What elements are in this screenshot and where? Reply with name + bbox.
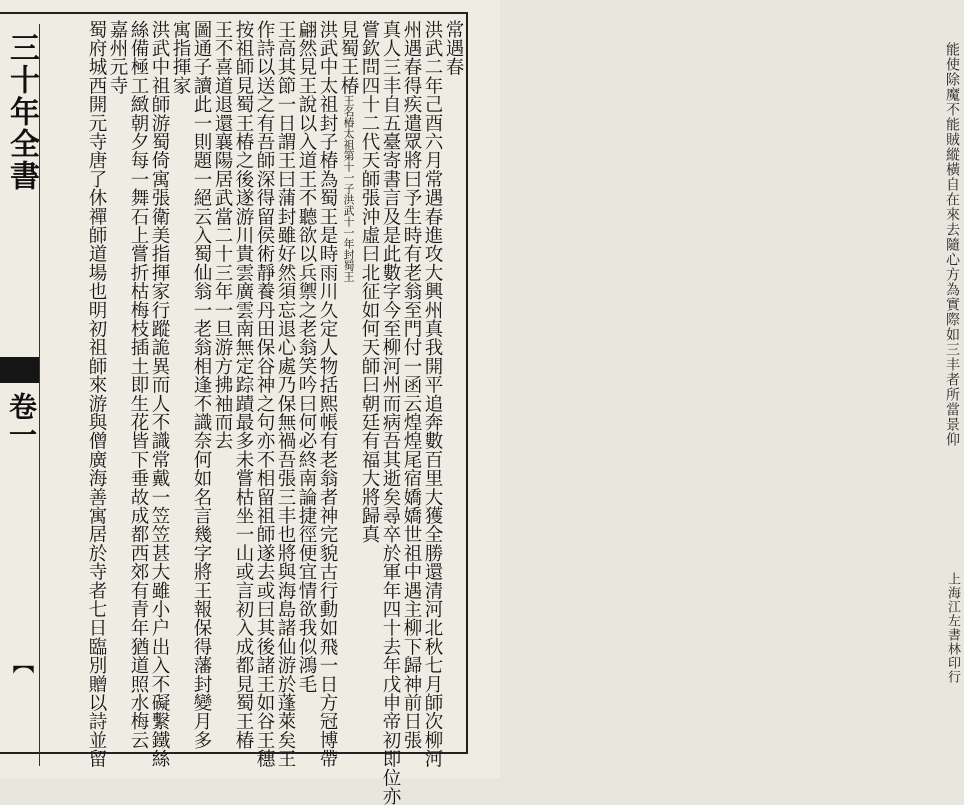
text-column-heading: 嘉州元寺	[107, 20, 128, 95]
text-column: 圖通子讀此一則題一絕云入蜀仙翁一老翁相逢不識奈何如名言幾字將王報保得藩封變月多	[191, 20, 212, 750]
fish-tail-band	[0, 357, 40, 383]
text-column: 常遇春	[443, 20, 464, 77]
right-margin	[468, 12, 960, 754]
text-column: 真人三丰自五臺寄書言及是此數字今至柳河州而病吾其逝矣尋卒於軍年四十去年戊申帝初即位亦	[380, 20, 401, 805]
text-column: 王高其節一日謂王曰蒲封雖好然須忘退心處乃保無禍吾張三丰也將與海島諸仙游於蓬萊矣王	[275, 20, 296, 768]
text-column: 絲備極工緻朝夕每一舞石上嘗折枯梅枝插土即生花皆下垂故成都西郊有青年猶道照水梅云	[128, 20, 149, 750]
text-column-heading: 寓指揮家	[170, 20, 191, 95]
gutter	[0, 12, 40, 754]
text-column: 按祖師見蜀王椿之後遂游川貴雲廣雲南無定踪蹟最多未嘗枯坐一山或言初入成都見蜀王椿	[233, 20, 254, 750]
margin-column-text: 能使除魔不能賊縱橫自在來去隨心方為實際如三丰者所當景仰	[944, 42, 960, 447]
inline-note: 王名椿太祖第十一子洪武十一年封蜀王	[342, 94, 355, 282]
gutter-rule	[39, 24, 40, 766]
text-column-heading: 見蜀王椿王名椿太祖第十一子洪武十一年封蜀王	[338, 20, 359, 282]
text-column: 洪武中祖師游蜀倚寓張衛美指揮家行蹤詭異而人不識常戴一笠笠甚大雖小户出入不礙繫鐵絲	[149, 20, 170, 768]
frame-border-top	[0, 12, 468, 14]
volume-label: 卷一	[5, 392, 38, 448]
book-title: 三十年全書	[4, 32, 39, 192]
text-column: 嘗欽問四十二代天師張沖虛曰北征如何天師曰朝廷有福大將歸真	[359, 20, 380, 544]
text-columns	[44, 20, 464, 805]
text-column: 洪武中太祖封子椿為蜀王是時雨川久定人物括熙帳有老翁者神完貌古行動如飛一日方冠博帶	[317, 20, 338, 768]
text-column: 作詩以送之有吾師深得留侯術靜養丹田保谷神之句亦不相留祖師遂去或曰其後諸王如谷王穗	[254, 20, 275, 768]
printer-imprint: 上海江左書林印行	[945, 572, 960, 684]
text-column: 翩然見王說以入道王不聽欲以兵禦之老翁笑吟曰何必終南論捷徑便宜情欲我似鴻毛	[296, 20, 317, 694]
text-column: 州遇春得疾遣眾將曰予生時有老翁至門付一函云煌煌尾宿嬌嬌世祖中遇主柳下歸神前日張	[401, 20, 422, 750]
text-column: 蜀府城西開元寺唐了休禪師道場也明初祖師來游與僧廣海善寓居於寺者七日臨別贈以詩並留	[86, 20, 107, 768]
text-column: 王不喜道退還襄陽居武當二十三年一旦游方拂袖而去	[212, 20, 233, 451]
bracket-mark: ︻	[9, 652, 34, 674]
text-column: 洪武二年己酉六月常遇春進攻大興州真我開平追奔數百里大獲全勝還清河北秋七月師次柳河	[422, 20, 443, 768]
